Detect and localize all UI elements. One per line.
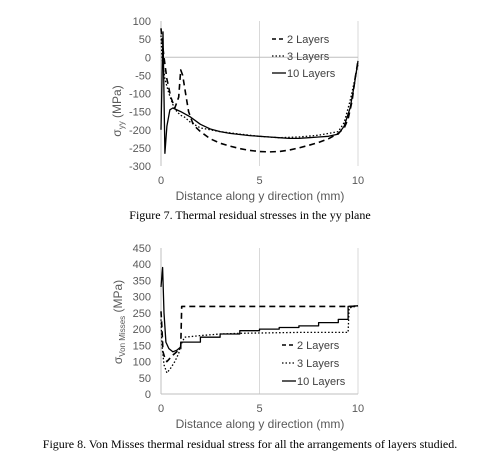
y-tick-label: 0 bbox=[144, 52, 151, 65]
legend-label: 10 Layers bbox=[287, 68, 336, 80]
legend-label: 3 Layers bbox=[297, 358, 340, 370]
chart-yy-ylabel: $\sigma_{yy}$ (MPa) bbox=[110, 85, 126, 137]
y-tick-label: 250 bbox=[132, 307, 151, 320]
y-tick-label: -250 bbox=[128, 142, 151, 155]
y-tick-label: -100 bbox=[128, 88, 151, 101]
y-tick-label: 150 bbox=[132, 340, 151, 353]
y-tick-label: 100 bbox=[132, 356, 151, 369]
y-tick-label: -50 bbox=[135, 70, 151, 83]
legend-label: 2 Layers bbox=[287, 34, 330, 46]
figure-8-caption: Figure 8. Von Misses thermal residual stress for all the arrangements of layers studied. bbox=[42, 437, 458, 451]
y-tick-label: 200 bbox=[132, 324, 151, 337]
chart-yy-xlabel: Distance along y direction (mm) bbox=[175, 189, 345, 203]
y-tick-label: 100 bbox=[132, 16, 151, 28]
y-tick-label: 50 bbox=[138, 34, 151, 47]
chart-yy-stress bbox=[110, 16, 371, 222]
y-tick-label: -200 bbox=[128, 124, 151, 137]
x-tick-label: 0 bbox=[157, 403, 165, 415]
y-tick-label: -300 bbox=[128, 161, 151, 173]
y-tick-label: 350 bbox=[132, 275, 151, 288]
x-tick-label: 10 bbox=[351, 175, 365, 187]
chart-vm-xlabel: Distance along y direction (mm) bbox=[175, 417, 345, 431]
y-tick-label: 400 bbox=[132, 259, 151, 272]
x-tick-label: 5 bbox=[256, 175, 263, 187]
x-tick-label: 10 bbox=[351, 403, 365, 415]
figure-7-caption: Figure 7. Thermal residual stresses in the yy plane bbox=[129, 208, 371, 222]
y-tick-label: 300 bbox=[132, 291, 151, 304]
y-tick-label: 450 bbox=[132, 243, 151, 255]
chart-von-misses-stress bbox=[43, 243, 457, 451]
y-tick-label: 0 bbox=[144, 389, 151, 401]
legend-label: 3 Layers bbox=[287, 51, 330, 63]
legend-label: 10 Layers bbox=[297, 376, 346, 388]
legend-label: 2 Layers bbox=[297, 340, 340, 352]
chart-vm-ylabel: $\sigma_{Von Misses}$ (MPa) bbox=[111, 279, 127, 365]
x-tick-label: 0 bbox=[157, 175, 165, 187]
x-tick-label: 5 bbox=[256, 403, 263, 415]
y-tick-label: -150 bbox=[128, 106, 151, 119]
y-tick-label: 50 bbox=[138, 372, 151, 385]
